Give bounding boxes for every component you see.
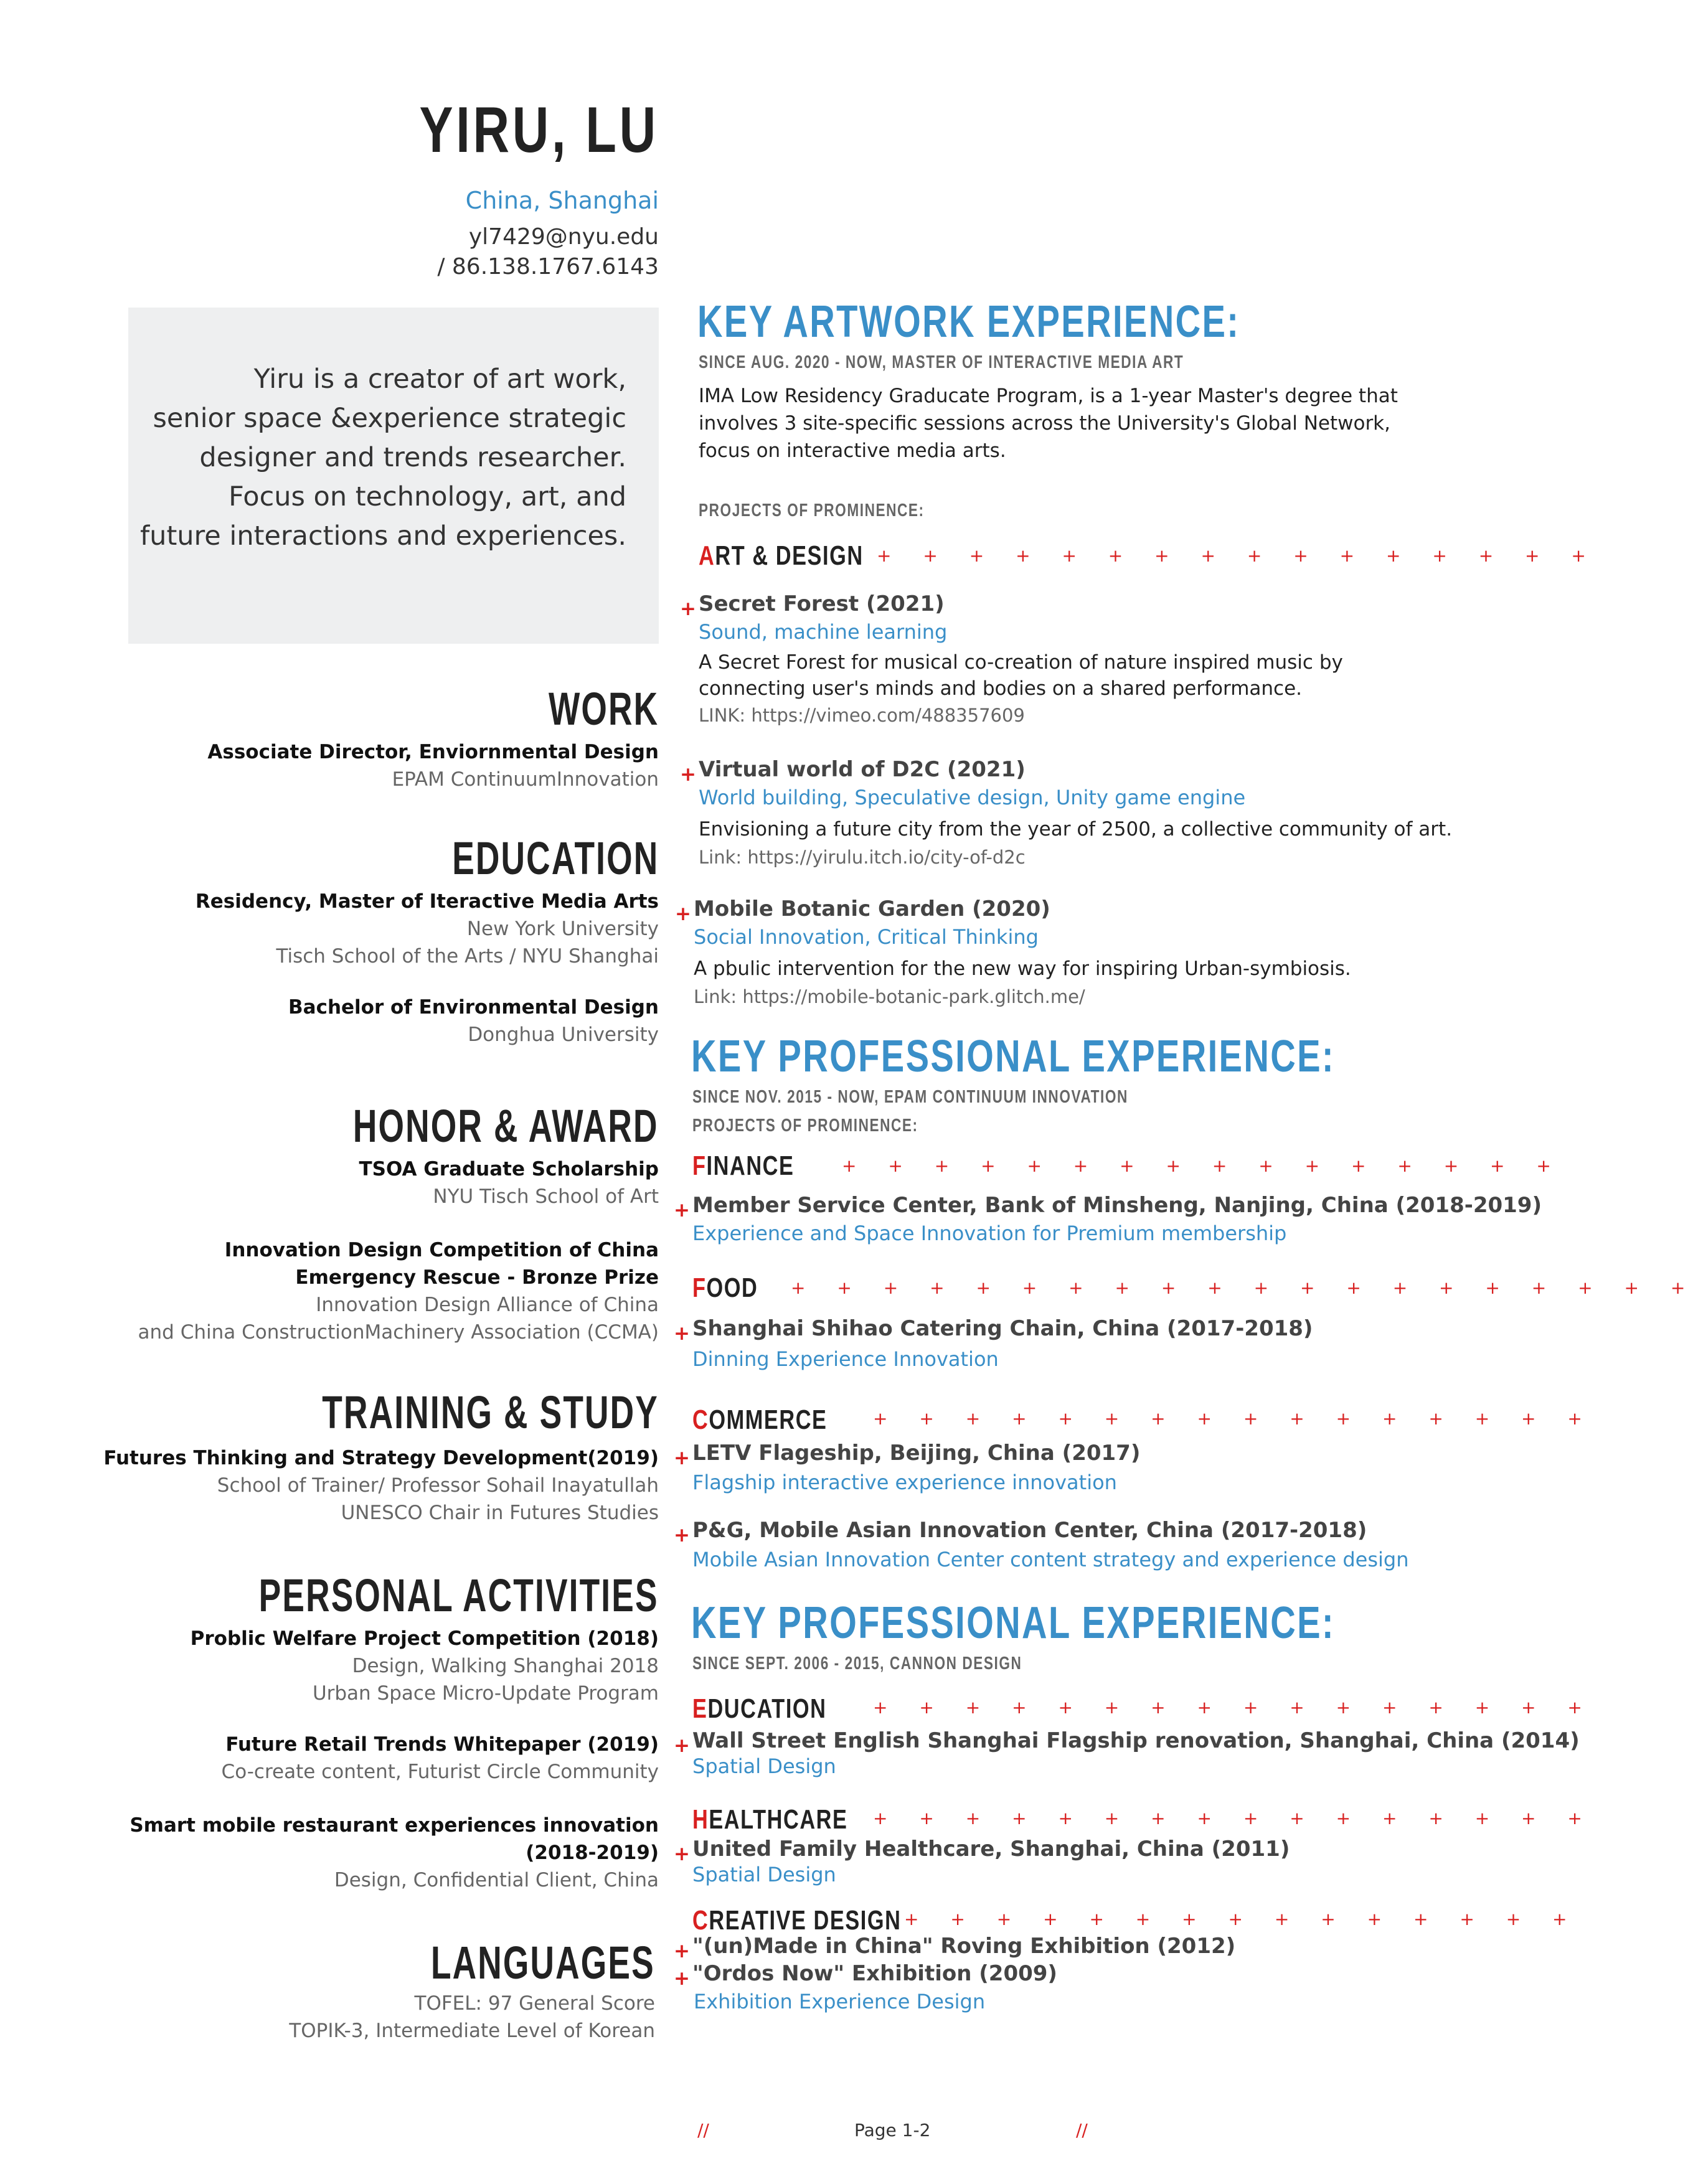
bio-line: designer and trends researcher. [199, 442, 626, 473]
project-title: LETV Flageship, Beijing, China (2017) [692, 1441, 1141, 1466]
plus-divider: + + + + + + + + + + + + + + + + [873, 1697, 1595, 1718]
education-line: Tisch School of the Arts / NYU Shanghai [276, 945, 659, 967]
project-tags: Mobile Asian Innovation Center content strategy and experience design [692, 1548, 1409, 1571]
category-creative-design: CREATIVE DESIGN [692, 1905, 902, 1936]
bullet-plus: + [674, 1322, 690, 1345]
category-food: FOOD [692, 1273, 758, 1303]
bio-line: Yiru is a creator of art work, [253, 364, 626, 395]
training-line: School of Trainer/ Professor Sohail Inayatullah [217, 1474, 659, 1497]
plus-divider: + + + + + + + + + + + + + + + + [873, 1808, 1595, 1829]
languages-heading: LANGUAGES [431, 1937, 655, 1989]
training-title: Futures Thinking and Strategy Development(2019) [103, 1447, 659, 1469]
bullet-plus: + [674, 1734, 690, 1757]
education-heading: EDUCATION [451, 832, 659, 884]
personal-heading: PERSONAL ACTIVITIES [258, 1570, 659, 1621]
plus-divider: + + + + + + + + + + + + + + + + + + + + [791, 1278, 1698, 1298]
personal-title: Future Retail Trends Whitepaper (2019) [225, 1733, 659, 1756]
category-finance: FINANCE [692, 1151, 795, 1181]
project-title: Wall Street English Shanghai Flagship renovation, Shanghai, China (2014) [692, 1728, 1580, 1753]
bio-line: future interactions and experiences. [140, 520, 626, 552]
bio-line: senior space &experience strategic [153, 403, 626, 434]
project-title: P&G, Mobile Asian Innovation Center, China (2017-2018) [692, 1518, 1367, 1543]
project-tags: Sound, machine learning [699, 620, 948, 644]
bio-text [116, 360, 626, 556]
artwork-heading: KEY ARTWORK EXPERIENCE: [697, 297, 1240, 347]
work-title: Associate Director, Enviornmental Design [207, 741, 659, 763]
bullet-plus: + [674, 1940, 690, 1962]
honor-title: TSOA Graduate Scholarship [359, 1158, 659, 1180]
category-art-design: ART & DESIGN [699, 540, 864, 571]
project-title: "Ordos Now" Exhibition (2009) [692, 1961, 1057, 1986]
project-tags: Spatial Design [692, 1754, 836, 1778]
pro1-since: SINCE NOV. 2015 - NOW, EPAM CONTINUUM INNOVATION [692, 1087, 1128, 1107]
project-tags: Spatial Design [692, 1863, 836, 1886]
personal-line: Design, Confidential Client, China [334, 1869, 659, 1891]
project-desc: connecting user's minds and bodies on a shared performance. [699, 677, 1303, 700]
bio-line: Focus on technology, art, and [229, 481, 626, 512]
page-number: Page 1-2 [854, 2120, 931, 2140]
project-title: Mobile Botanic Garden (2020) [694, 897, 1050, 921]
project-link[interactable]: Link: https://mobile-botanic-park.glitch.me/ [694, 986, 1085, 1007]
honor-title: Emergency Rescue - Bronze Prize [295, 1266, 659, 1289]
bio-box [128, 308, 659, 644]
category-education: EDUCATION [692, 1693, 827, 1724]
email[interactable]: yl7429@nyu.edu [468, 224, 659, 250]
project-tags: Dinning Experience Innovation [692, 1347, 999, 1371]
bullet-plus: + [675, 903, 691, 925]
project-tags: Social Innovation, Critical Thinking [694, 925, 1039, 949]
bullet-plus: + [674, 1447, 690, 1469]
personal-title: (2018-2019) [526, 1842, 659, 1864]
project-tags: Exhibition Experience Design [694, 1990, 986, 2013]
project-tags: Flagship interactive experience innovation [692, 1471, 1117, 1494]
pro1-heading: KEY PROFESSIONAL EXPERIENCE: [691, 1032, 1335, 1081]
project-link[interactable]: LINK: https://vimeo.com/488357609 [699, 705, 1025, 726]
bullet-plus: + [674, 1524, 690, 1546]
project-tags: World building, Speculative design, Unity game engine [699, 786, 1246, 809]
honor-heading: HONOR & AWARD [353, 1100, 659, 1152]
honor-line: and China ConstructionMachinery Association (CCMA) [138, 1321, 659, 1344]
project-title: "(un)Made in China" Roving Exhibition (2012) [692, 1934, 1236, 1959]
training-heading: TRAINING & STUDY [322, 1386, 659, 1438]
project-desc: A Secret Forest for musical co-creation of nature inspired music by [699, 651, 1343, 674]
project-title: Member Service Center, Bank of Minsheng, Nanjing, China (2018-2019) [692, 1193, 1542, 1218]
project-title: United Family Healthcare, Shanghai, China (2011) [692, 1837, 1290, 1862]
artwork-desc-line: involves 3 site-specific sessions across the University's Global Network, [699, 412, 1390, 435]
category-healthcare: HEALTHCARE [692, 1804, 848, 1835]
location: China, Shanghai [465, 187, 659, 214]
footer-mark-left: // [697, 2120, 709, 2140]
project-desc: Envisioning a future city from the year of 2500, a collective community of art. [699, 818, 1453, 840]
plus-divider: + + + + + + + + + + + + + + + + [873, 1408, 1595, 1429]
category-commerce: COMMERCE [692, 1405, 828, 1435]
artwork-desc-line: focus on interactive media arts. [699, 440, 1006, 462]
bullet-plus: + [680, 598, 696, 620]
resume-name: YIRU, LU [419, 94, 659, 166]
plus-divider: + + + + + + + + + + + + + + + [904, 1909, 1580, 1929]
personal-line: Design, Walking Shanghai 2018 [352, 1655, 659, 1677]
project-title: Secret Forest (2021) [699, 591, 945, 616]
bullet-plus: + [674, 1967, 690, 1990]
project-tags: Experience and Space Innovation for Premium membership [692, 1221, 1287, 1245]
education-title: Bachelor of Environmental Design [288, 996, 659, 1019]
education-line: New York University [466, 918, 659, 940]
work-org: EPAM ContinuumInnovation [392, 768, 659, 791]
artwork-since: SINCE AUG. 2020 - NOW, MASTER OF INTERACTIVE MEDIA ART [699, 352, 1184, 372]
language-line: TOPIK-3, Intermediate Level of Korean [289, 2020, 655, 2042]
phone: / 86.138.1767.6143 [437, 254, 659, 280]
footer-mark-right: // [1076, 2120, 1088, 2140]
project-desc: A pbulic intervention for the new way for inspiring Urban-symbiosis. [694, 958, 1351, 980]
personal-title: Smart mobile restaurant experiences innovation [130, 1814, 659, 1837]
pro2-since: SINCE SEPT. 2006 - 2015, CANNON DESIGN [692, 1654, 1022, 1673]
artwork-desc-line: IMA Low Residency Graducate Program, is a 1-year Master's degree that [699, 385, 1398, 407]
project-title: Virtual world of D2C (2021) [699, 757, 1026, 782]
honor-line: Innovation Design Alliance of China [316, 1294, 659, 1316]
honor-title: Innovation Design Competition of China [224, 1239, 659, 1261]
bullet-plus: + [680, 763, 696, 786]
artwork-prominence: PROJECTS OF PROMINENCE: [699, 501, 925, 520]
education-line: Donghua University [468, 1024, 659, 1046]
plus-divider: + + + + + + + + + + + + + + + + [877, 545, 1599, 566]
bullet-plus: + [674, 1199, 690, 1221]
training-line: UNESCO Chair in Futures Studies [341, 1502, 659, 1524]
personal-line: Urban Space Micro-Update Program [312, 1682, 659, 1705]
honor-line: NYU Tisch School of Art [433, 1185, 659, 1208]
plus-divider: + + + + + + + + + + + + + + + + [842, 1156, 1564, 1176]
project-link[interactable]: Link: https://yirulu.itch.io/city-of-d2c [699, 847, 1026, 868]
personal-title: Problic Welfare Project Competition (2018) [190, 1627, 659, 1650]
personal-line: Co-create content, Futurist Circle Community [221, 1761, 659, 1783]
pro2-heading: KEY PROFESSIONAL EXPERIENCE: [691, 1598, 1335, 1648]
project-title: Shanghai Shihao Catering Chain, China (2017-2018) [692, 1316, 1313, 1341]
pro1-prominence: PROJECTS OF PROMINENCE: [692, 1116, 918, 1136]
bullet-plus: + [674, 1843, 690, 1865]
work-heading: WORK [548, 683, 659, 735]
education-title: Residency, Master of Iteractive Media Arts [195, 890, 659, 913]
language-line: TOFEL: 97 General Score [414, 1992, 655, 2015]
